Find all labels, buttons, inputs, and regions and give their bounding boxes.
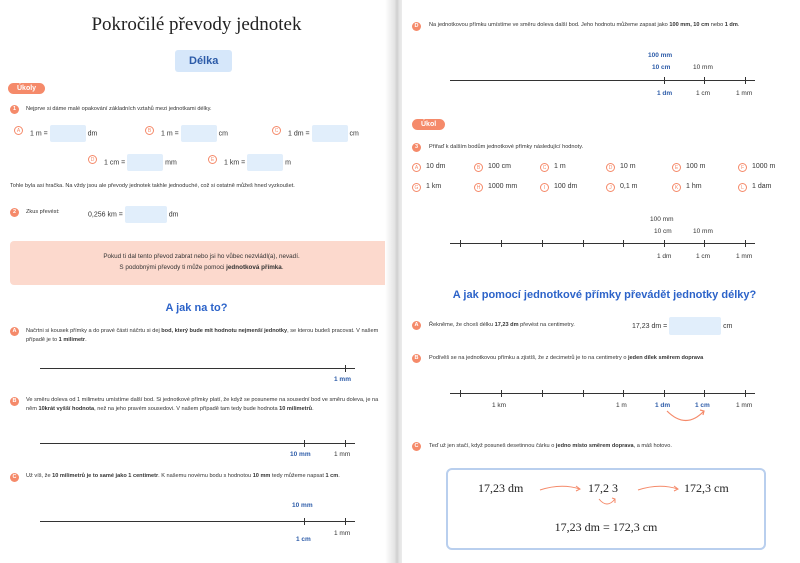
step-c2-badge: C bbox=[412, 442, 421, 451]
tick bbox=[304, 440, 305, 447]
task-number-3: 3 bbox=[412, 143, 421, 152]
tick bbox=[345, 440, 346, 447]
task1-text: Nejprve si dáme malé opakování základních vztahů mezi jednotkami délky. bbox=[26, 106, 212, 112]
line-c-label-1: 1 cm bbox=[296, 536, 311, 543]
line-d-top3: 10 mm bbox=[693, 64, 713, 71]
arrow-right-icon bbox=[636, 482, 682, 494]
left-page bbox=[0, 0, 393, 563]
step-c-badge: C bbox=[10, 473, 19, 482]
value-chip[interactable]: 1 dam bbox=[752, 183, 772, 190]
arrow-right-icon bbox=[538, 482, 584, 494]
step-a2-text bbox=[429, 321, 629, 330]
how-heading-2: A jak pomocí jednotkové přímky převádět jednotky délky? bbox=[452, 289, 757, 301]
value-letter: E bbox=[672, 163, 681, 172]
tick bbox=[664, 390, 665, 397]
letter-e: E bbox=[208, 155, 217, 164]
conversion-d bbox=[104, 154, 177, 171]
value-chip[interactable]: 1000 mm bbox=[488, 183, 518, 190]
value-chip[interactable]: 100 m bbox=[686, 163, 706, 170]
step-text: Ve směru doleva od 1 milimetru umístíme další bod. Si jednotkové přímky platí, že když se posuneme na sousední bod ve směru doleva, je na něm bbox=[26, 397, 379, 412]
step-a-badge: A bbox=[10, 327, 19, 336]
result-equation: 17,23 dm = 172,3 cm bbox=[554, 520, 658, 534]
value-chip[interactable]: 0,1 m bbox=[620, 183, 638, 190]
tick bbox=[460, 240, 461, 247]
value-letter: C bbox=[540, 163, 549, 172]
step-c-text: Už víš, že 10 milimetrů je to samé jako 1 centimetr. K našemu novému bodu s hodnotou 10 mm tedy můžeme napsat 1 cm. bbox=[26, 473, 340, 479]
answer-input[interactable] bbox=[312, 125, 348, 142]
tick bbox=[460, 390, 461, 397]
conversion-unit: cm bbox=[218, 130, 228, 138]
answer-input[interactable] bbox=[127, 154, 163, 171]
letter-c: C bbox=[272, 126, 281, 135]
hint-note bbox=[10, 241, 393, 285]
conversion-prefix: 1 dm = bbox=[288, 130, 310, 138]
task-tag: Úkol bbox=[412, 119, 445, 130]
line-d-top1: 100 mm bbox=[648, 52, 673, 59]
value-letter: I bbox=[540, 183, 549, 192]
line-f-label-2: 1 m bbox=[616, 402, 627, 409]
conversion-prefix: 1 cm = bbox=[104, 159, 126, 167]
letter-d: D bbox=[88, 155, 97, 164]
easy-text: Tohle byla asi hračka. Na vždy jsou ale převody jednotek takhle jednoduché, což si ostatně můžeš hned vyzkoušet. bbox=[10, 183, 295, 189]
conversion-prefix: 1 m = bbox=[161, 130, 179, 138]
value-chip[interactable]: 10 dm bbox=[426, 163, 446, 170]
step-d-text: Na jednotkovou přímku umístíme ve směru doleva další bod. Jeho hodnotu můžeme zapsat jako 100 mm, 10 cm nebo 1 dm. bbox=[429, 22, 740, 28]
note-bold: jednotková přímka bbox=[226, 264, 282, 271]
result-shift: 17,2 3 bbox=[588, 481, 618, 495]
step-text: Načrtni si kousek přímky a do pravé části náčrtu si dej bbox=[26, 328, 160, 334]
number-line-f bbox=[450, 393, 755, 394]
line-a-label: 1 mm bbox=[334, 376, 351, 383]
tick bbox=[623, 390, 624, 397]
page-title: Pokročilé převody jednotek bbox=[91, 14, 302, 35]
step-text: tedy můžeme napsat bbox=[271, 473, 324, 479]
conversion-unit: cm bbox=[723, 322, 733, 330]
step-c2-text bbox=[429, 442, 794, 451]
task-number-2: 2 bbox=[10, 208, 19, 217]
number-line-e bbox=[450, 243, 755, 244]
result-original: 17,23 dm bbox=[478, 481, 524, 495]
step-bold: 100 mm, 10 cm bbox=[669, 22, 710, 28]
answer-input[interactable] bbox=[669, 317, 721, 335]
task2-input[interactable] bbox=[125, 206, 167, 223]
tick bbox=[704, 77, 705, 84]
tick bbox=[345, 365, 346, 372]
step-text: , a máš hotovo. bbox=[633, 443, 672, 449]
step-text: , se kterou budeš pracovat. V našem případě je to bbox=[26, 328, 379, 343]
task3-text: Přiřaď k dalším bodům jednotkové přímky následující hodnoty. bbox=[429, 144, 584, 150]
note-line1: Pokud ti dal tento převod zabrat nebo jsi ho vůbec nezvládl(a), nevadí. bbox=[103, 253, 300, 260]
task2-label: Zkus převést: bbox=[26, 209, 60, 215]
step-text: převést na centimetry. bbox=[520, 322, 575, 328]
step-text: Podívěš se na jednotkovou přímku a zjistíš, že z decimetrů je to na centimetry o bbox=[429, 355, 627, 361]
step-bold: 10 milimetrů bbox=[279, 406, 313, 412]
line-b-label-1: 10 mm bbox=[290, 451, 311, 458]
value-chip[interactable]: 1 m bbox=[554, 163, 566, 170]
line-e-label-1: 1 dm bbox=[657, 253, 672, 260]
conversion-a bbox=[30, 125, 97, 142]
values-row-2 bbox=[412, 182, 797, 194]
conversion-unit: mm bbox=[165, 159, 177, 167]
tick bbox=[664, 77, 665, 84]
conversion-e bbox=[224, 154, 291, 171]
tick bbox=[542, 390, 543, 397]
right-page bbox=[402, 0, 800, 563]
conversion-unit: m bbox=[285, 159, 291, 167]
step-bold: 10 mm bbox=[252, 473, 271, 479]
tick bbox=[704, 240, 705, 247]
answer-input[interactable] bbox=[247, 154, 283, 171]
conversion-unit: dm bbox=[87, 130, 98, 138]
step-text: , než na jeho pravém sousedovi. V našem případě tam tedy bude hodnota bbox=[94, 406, 278, 412]
step-text: Teď už jen stačí, když posuneš desetinnou čárku o bbox=[429, 443, 555, 449]
line-f-label-3: 1 dm bbox=[655, 402, 671, 409]
line-c-label-2: 1 mm bbox=[334, 530, 351, 537]
number-line-b bbox=[40, 443, 355, 444]
step-bold: bod, který bude mít hodnotu nejmenší jednotky bbox=[161, 328, 288, 334]
step-bold: jeden dílek směrem doprava bbox=[628, 355, 704, 361]
value-chip[interactable]: 1000 m bbox=[752, 163, 776, 170]
tick bbox=[304, 518, 305, 525]
step-b-badge: B bbox=[10, 397, 19, 406]
tick bbox=[745, 77, 746, 84]
conversion-prefix: 1 m = bbox=[30, 130, 48, 138]
step-b2-text bbox=[429, 354, 794, 363]
tick bbox=[583, 390, 584, 397]
line-f-label-4: 1 cm bbox=[695, 402, 710, 409]
conversion-b bbox=[161, 125, 228, 142]
value-chip[interactable]: 1 km bbox=[426, 183, 442, 190]
line-d-label-3: 1 mm bbox=[736, 90, 753, 97]
answer-input[interactable] bbox=[181, 125, 217, 142]
value-chip[interactable]: 10 m bbox=[620, 163, 636, 170]
step-bold: 10krát vyšší hodnota bbox=[38, 406, 95, 412]
task2-unit: dm bbox=[168, 211, 179, 219]
task-number-1: 1 bbox=[10, 105, 19, 114]
tick bbox=[542, 240, 543, 247]
step-bold: 1 dm bbox=[724, 22, 738, 28]
tick bbox=[345, 518, 346, 525]
how-heading: A jak na to? bbox=[165, 302, 228, 314]
step-a2-conversion bbox=[632, 317, 732, 335]
step-text: Na jednotkovou přímku umístíme ve směru doleva další bod. Jeho hodnotu můžeme zapsat jako bbox=[429, 22, 668, 28]
line-e-top1: 100 mm bbox=[650, 216, 674, 223]
step-text: nebo bbox=[710, 22, 724, 28]
number-line-a bbox=[40, 368, 355, 369]
line-d-label-1: 1 dm bbox=[657, 90, 673, 97]
line-f-label-1: 1 km bbox=[492, 402, 507, 409]
value-letter: G bbox=[412, 183, 421, 192]
result-box bbox=[446, 468, 766, 550]
tasks-tag: Úkoly bbox=[8, 83, 45, 94]
step-bold: jedno místo směrem doprava bbox=[555, 443, 634, 449]
value-letter: H bbox=[474, 183, 483, 192]
value-letter: A bbox=[412, 163, 421, 172]
tick bbox=[583, 240, 584, 247]
tick bbox=[745, 240, 746, 247]
task2-conversion bbox=[88, 206, 178, 223]
tick bbox=[623, 240, 624, 247]
value-letter: D bbox=[606, 163, 615, 172]
tick bbox=[501, 390, 502, 397]
tick bbox=[704, 390, 705, 397]
jump-arrow-icon bbox=[664, 408, 708, 424]
line-c-top-label: 10 mm bbox=[292, 502, 313, 509]
letter-b: B bbox=[145, 126, 154, 135]
step-a2-badge: A bbox=[412, 321, 421, 330]
value-chip[interactable]: 100 cm bbox=[488, 163, 511, 170]
section-pill: Délka bbox=[175, 50, 232, 72]
conversion-prefix: 1 km = bbox=[224, 159, 246, 167]
value-letter: K bbox=[672, 183, 681, 192]
value-letter: B bbox=[474, 163, 483, 172]
letter-a: A bbox=[14, 126, 23, 135]
value-letter: F bbox=[738, 163, 747, 172]
value-letter: J bbox=[606, 183, 615, 192]
value-chip[interactable]: 100 dm bbox=[554, 183, 578, 190]
tick bbox=[745, 390, 746, 397]
comma-shift-icon bbox=[596, 496, 620, 508]
step-d-badge: D bbox=[412, 22, 421, 31]
line-f-label-5: 1 mm bbox=[736, 402, 753, 409]
value-letter: L bbox=[738, 183, 747, 192]
step-bold: 1 milimetr bbox=[58, 337, 86, 343]
tick bbox=[664, 240, 665, 247]
note-line2: S podobnými převody ti může pomoci jednotková přímka. bbox=[119, 264, 284, 271]
step-text: Už víš, že bbox=[26, 473, 51, 479]
step-bold: 17,23 dm bbox=[494, 322, 519, 328]
task2-value: 0,256 km = bbox=[88, 211, 123, 219]
note-line2-text: S podobnými převody ti může pomoci bbox=[119, 264, 225, 271]
tick bbox=[501, 240, 502, 247]
step-text: Řekněme, že chceš délku bbox=[429, 322, 494, 328]
step-b-text: Ve směru doleva od 1 milimetru umístíme další bod. Si jednotkové přímky platí, že když se posuneme na sousední bod ve směru doleva, je na něm 10krát vyšší hodnota, než na jeho pravém sousedovi. V našem případě tam tedy bude hodnota 10 milimetrů. bbox=[26, 397, 379, 412]
step-bold: 10 milimetrů je to samé jako 1 centimetr bbox=[52, 473, 159, 479]
step-a-text: Načrtni si kousek přímky a do pravé části náčrtu si dej bod, který bude mít hodnotu nejmenší jednotky, se kterou budeš pracovat. V našem případě je to 1 milimetr. bbox=[26, 328, 379, 343]
line-e-top3: 10 mm bbox=[693, 228, 713, 235]
line-d-label-2: 1 cm bbox=[696, 90, 711, 97]
line-d-top2: 10 cm bbox=[652, 64, 671, 71]
answer-input[interactable] bbox=[50, 125, 86, 142]
line-e-label-2: 1 cm bbox=[696, 253, 711, 260]
step-b2-badge: B bbox=[412, 354, 421, 363]
number-line-c bbox=[40, 521, 355, 522]
value-chip[interactable]: 1 hm bbox=[686, 183, 702, 190]
conversion-c bbox=[288, 125, 359, 142]
line-e-label-3: 1 mm bbox=[736, 253, 753, 260]
values-row-1 bbox=[412, 162, 797, 174]
conversion-unit: cm bbox=[349, 130, 359, 138]
line-b-label-2: 1 mm bbox=[334, 451, 351, 458]
result-final: 172,3 cm bbox=[684, 481, 729, 495]
step-bold: 1 cm bbox=[325, 473, 339, 479]
step-text: . K našemu novému bodu s hodnotou bbox=[158, 473, 252, 479]
conversion-prefix: 17,23 dm = bbox=[632, 322, 668, 330]
number-line-d bbox=[450, 80, 755, 81]
line-e-top2: 10 cm bbox=[654, 228, 672, 235]
